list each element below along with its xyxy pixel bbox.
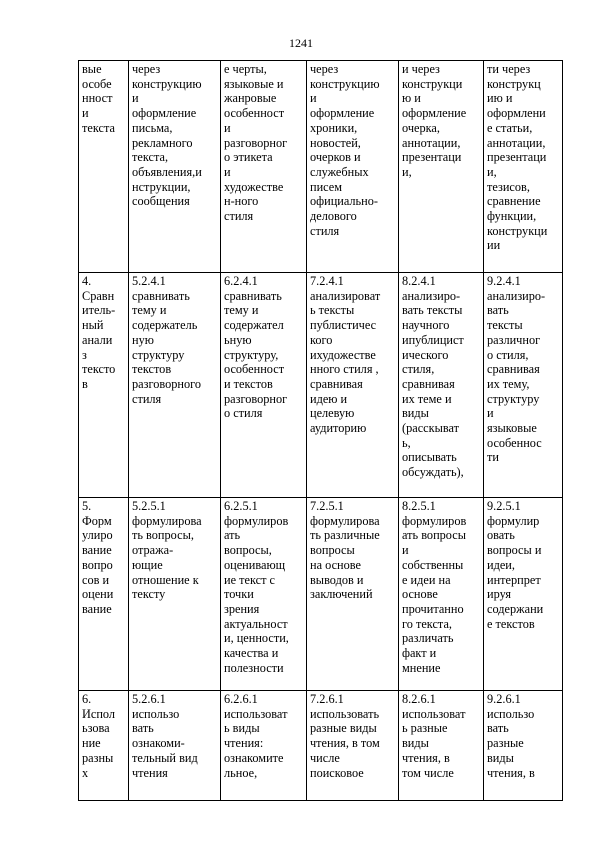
row-header-cell: 5. Форм улиро вание вопро сов и оцени вание bbox=[79, 498, 129, 691]
table-row bbox=[79, 61, 563, 273]
grade-5-cell: через конструкцию и оформление письма, рекламного текста, объявления,и нструкции, сообщения bbox=[129, 61, 221, 273]
grade-8-cell: 8.2.4.1 анализиро- вать тексты научного ипублицист ического стиля, сравнивая их теме и виды (расскыват ь, описывать обсуждать), bbox=[399, 273, 484, 498]
row-header-cell: 6. Испол ьзова ние разны х bbox=[79, 691, 129, 801]
grade-8-cell: 8.2.6.1 использоват ь разные виды чтения, в том числе bbox=[399, 691, 484, 801]
table-row bbox=[79, 273, 563, 498]
grade-6-cell: 6.2.4.1 сравнивать тему и содержател ьную структуру, особенност и текстов разговорног о стиля bbox=[221, 273, 307, 498]
table-row bbox=[79, 691, 563, 801]
grade-6-cell: 6.2.6.1 использоват ь виды чтения: ознакомите льное, bbox=[221, 691, 307, 801]
row-header-cell: вые особе нност и текста bbox=[79, 61, 129, 273]
grade-7-cell: 7.2.4.1 анализироват ь тексты публистичес кого ихудожестве нного стиля , сравнивая идею и целевую аудиторию bbox=[307, 273, 399, 498]
grade-5-cell: 5.2.6.1 использо вать ознакоми- тельный вид чтения bbox=[129, 691, 221, 801]
grade-9-cell: 9.2.5.1 формулир овать вопросы и идеи, интерпрет ируя содержани е текстов bbox=[484, 498, 563, 691]
grade-9-cell: ти через конструкц ию и оформлени е статьи, аннотации, презентаци и, тезисов, сравнение функции, конструкци ии bbox=[484, 61, 563, 273]
grade-5-cell: 5.2.4.1 сравнивать тему и содержатель ную структуру текстов разговорного стиля bbox=[129, 273, 221, 498]
curriculum-table bbox=[78, 60, 563, 801]
grade-9-cell: 9.2.4.1 анализиро- вать тексты различног о стиля, сравнивая их тему, структуру и языковые особеннос ти bbox=[484, 273, 563, 498]
table-row bbox=[79, 498, 563, 691]
page-number: 1241 bbox=[289, 36, 313, 50]
grade-7-cell: через конструкцию и оформление хроники, новостей, очерков и служебных писем официально- делового стиля bbox=[307, 61, 399, 273]
grade-7-cell: 7.2.5.1 формулирова ть различные вопросы на основе выводов и заключений bbox=[307, 498, 399, 691]
grade-5-cell: 5.2.5.1 формулирова ть вопросы, отража- ющие отношение к тексту bbox=[129, 498, 221, 691]
grade-8-cell: 8.2.5.1 формулиров ать вопросы и собственны е идеи на основе прочитанно го текста, различать факт и мнение bbox=[399, 498, 484, 691]
grade-6-cell: 6.2.5.1 формулиров ать вопросы, оценивающ ие текст с точки зрения актуальност и, ценности, качества и полезности bbox=[221, 498, 307, 691]
grade-7-cell: 7.2.6.1 использовать разные виды чтения, в том числе поисковое bbox=[307, 691, 399, 801]
grade-6-cell: е черты, языковые и жанровые особенност и разговорног о этикета и художестве н-ного стиля bbox=[221, 61, 307, 273]
grade-9-cell: 9.2.6.1 использо вать разные виды чтения, в bbox=[484, 691, 563, 801]
grade-8-cell: и через конструкци ю и оформление очерка, аннотации, презентаци и, bbox=[399, 61, 484, 273]
row-header-cell: 4. Сравн итель- ный анали з тексто в bbox=[79, 273, 129, 498]
